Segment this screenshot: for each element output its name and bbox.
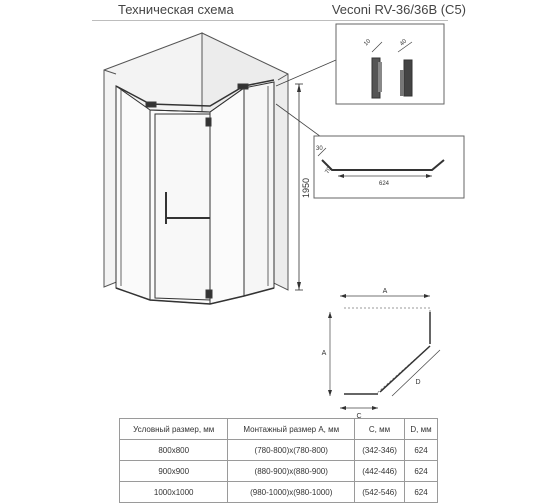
table-row xyxy=(120,440,438,461)
right-fixed-panel xyxy=(244,82,274,296)
panel-detail xyxy=(314,136,464,198)
cell-mounting: (780-800)х(780-800) xyxy=(228,440,355,461)
header-c: С, мм xyxy=(355,419,405,440)
header-nominal-size: Условный размер, мм xyxy=(120,419,228,440)
cabin-3d-view xyxy=(104,33,336,304)
plan-label-d: D xyxy=(415,379,421,386)
height-dimension-label: 1950 xyxy=(301,177,311,199)
cell-d: 624 xyxy=(404,440,437,461)
plan-label-a-side: A xyxy=(321,350,327,357)
panel-dim-30: 30 xyxy=(316,146,323,152)
plan-label-a-top: A xyxy=(382,288,388,295)
cell-d: 624 xyxy=(404,461,437,482)
plan-label-c: C xyxy=(356,413,362,420)
cell-mounting: (880-900)х(880-900) xyxy=(228,461,355,482)
schema-title: Техническая схема xyxy=(118,2,234,17)
plan-view xyxy=(328,294,440,410)
profile-detail xyxy=(336,24,444,104)
dimensions-table xyxy=(119,418,438,503)
model-name: Veconi RV-36/36B (C5) xyxy=(331,2,466,17)
header-mounting-size: Монтажный размер А, мм xyxy=(228,419,355,440)
cell-nominal: 900х900 xyxy=(120,461,228,482)
table-header-row xyxy=(120,419,438,440)
pivot-door xyxy=(155,114,210,300)
table-row xyxy=(120,482,438,503)
profile-dim-40: 40 xyxy=(399,38,409,48)
cell-nominal: 800х800 xyxy=(120,440,228,461)
cell-c: (442-446) xyxy=(355,461,405,482)
cell-c: (542-546) xyxy=(355,482,405,503)
panel-dim-624: 624 xyxy=(378,181,390,187)
header-d: D, мм xyxy=(404,419,437,440)
cell-d: 624 xyxy=(404,482,437,503)
panel-dim-70: 70 xyxy=(324,166,334,175)
cell-c: (342-346) xyxy=(355,440,405,461)
front-right-glass xyxy=(210,88,244,304)
profile-dim-10: 10 xyxy=(363,38,373,48)
table-row xyxy=(120,461,438,482)
cell-mounting: (980-1000)х(980-1000) xyxy=(228,482,355,503)
cell-nominal: 1000х1000 xyxy=(120,482,228,503)
